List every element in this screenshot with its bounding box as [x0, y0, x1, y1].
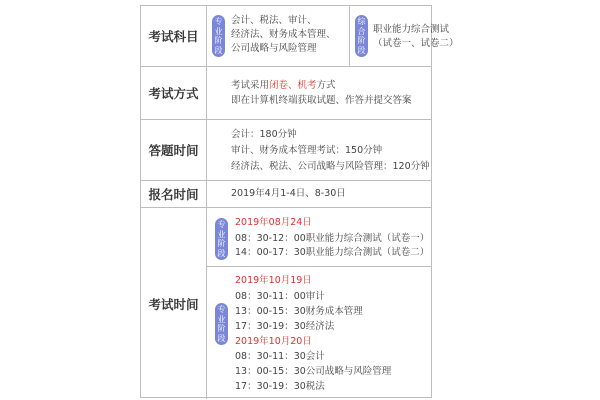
row-duration: [141, 119, 431, 180]
exam-session: 08：30-12：00职业能力综合测试（试卷一）: [235, 233, 430, 244]
exam-session: 13：00-15：30财务成本管理: [235, 306, 363, 317]
registration-text: 2019年4月1-4日、8-30日: [231, 188, 346, 199]
professional-stage-badge: 专 业 阶 段: [212, 15, 225, 57]
subjects-comprehensive-line: 职业能力综合测试: [373, 24, 450, 35]
row-label-exam-time: 考试时间: [141, 208, 207, 399]
method-line-1: 考试采用闭卷、机考方式: [231, 80, 336, 91]
row-label-method: 考试方式: [141, 67, 207, 119]
duration-line: 审计、财务成本管理考试：150分钟: [231, 145, 383, 156]
subjects-comprehensive-line: （试卷一、试卷二）: [373, 38, 459, 49]
row-label-registration: 报名时间: [141, 181, 207, 207]
row-registration: [141, 180, 431, 207]
subjects-professional-line: 经济法、财务成本管理、: [231, 29, 336, 40]
subjects-content: [207, 6, 459, 66]
exam-date: 2019年08月24日: [235, 217, 312, 228]
exam-date: 2019年10月20日: [235, 336, 312, 347]
row-label-subjects: 考试科目: [141, 6, 207, 66]
method-content: [207, 67, 431, 119]
method-line-2: 即在计算机终端获取试题、作答并提交答案: [231, 95, 412, 106]
row-exam-time: [141, 207, 431, 399]
method-highlight: 闭卷、机考: [269, 80, 317, 91]
exam-time-divider: [207, 266, 431, 267]
subjects-professional-line: 公司战略与风险管理: [231, 43, 317, 54]
exam-session: 17：30-19：30经济法: [235, 321, 335, 332]
exam-info-table: [140, 5, 459, 398]
exam-time-content: [207, 208, 431, 399]
duration-line: 经济法、税法、公司战略与风险管理：120分钟: [231, 161, 430, 172]
row-subjects: [141, 6, 459, 66]
registration-content: [207, 181, 431, 207]
subjects-divider: [349, 6, 350, 66]
exam-date: 2019年10月19日: [235, 275, 312, 286]
duration-content: [207, 120, 431, 180]
exam-session: 17：30-19：30税法: [235, 381, 325, 392]
exam-session: 08：30-11：30会计: [235, 351, 325, 362]
exam-session: 13：00-15：30公司战略与风险管理: [235, 366, 392, 377]
exam-session: 08：30-11：00审计: [235, 291, 325, 302]
row-label-duration: 答题时间: [141, 120, 207, 180]
exam-stage-badge-1: 专 业 阶 段: [215, 218, 228, 260]
subjects-professional-line: 会计、税法、审计、: [231, 15, 317, 26]
row-method: [141, 66, 431, 119]
exam-stage-badge-2: 专 业 阶 段: [215, 303, 228, 345]
comprehensive-stage-badge: 综 合 阶 段: [355, 15, 368, 57]
exam-session: 14：00-17：30职业能力综合测试（试卷二）: [235, 247, 430, 258]
duration-line: 会计：180分钟: [231, 129, 297, 140]
